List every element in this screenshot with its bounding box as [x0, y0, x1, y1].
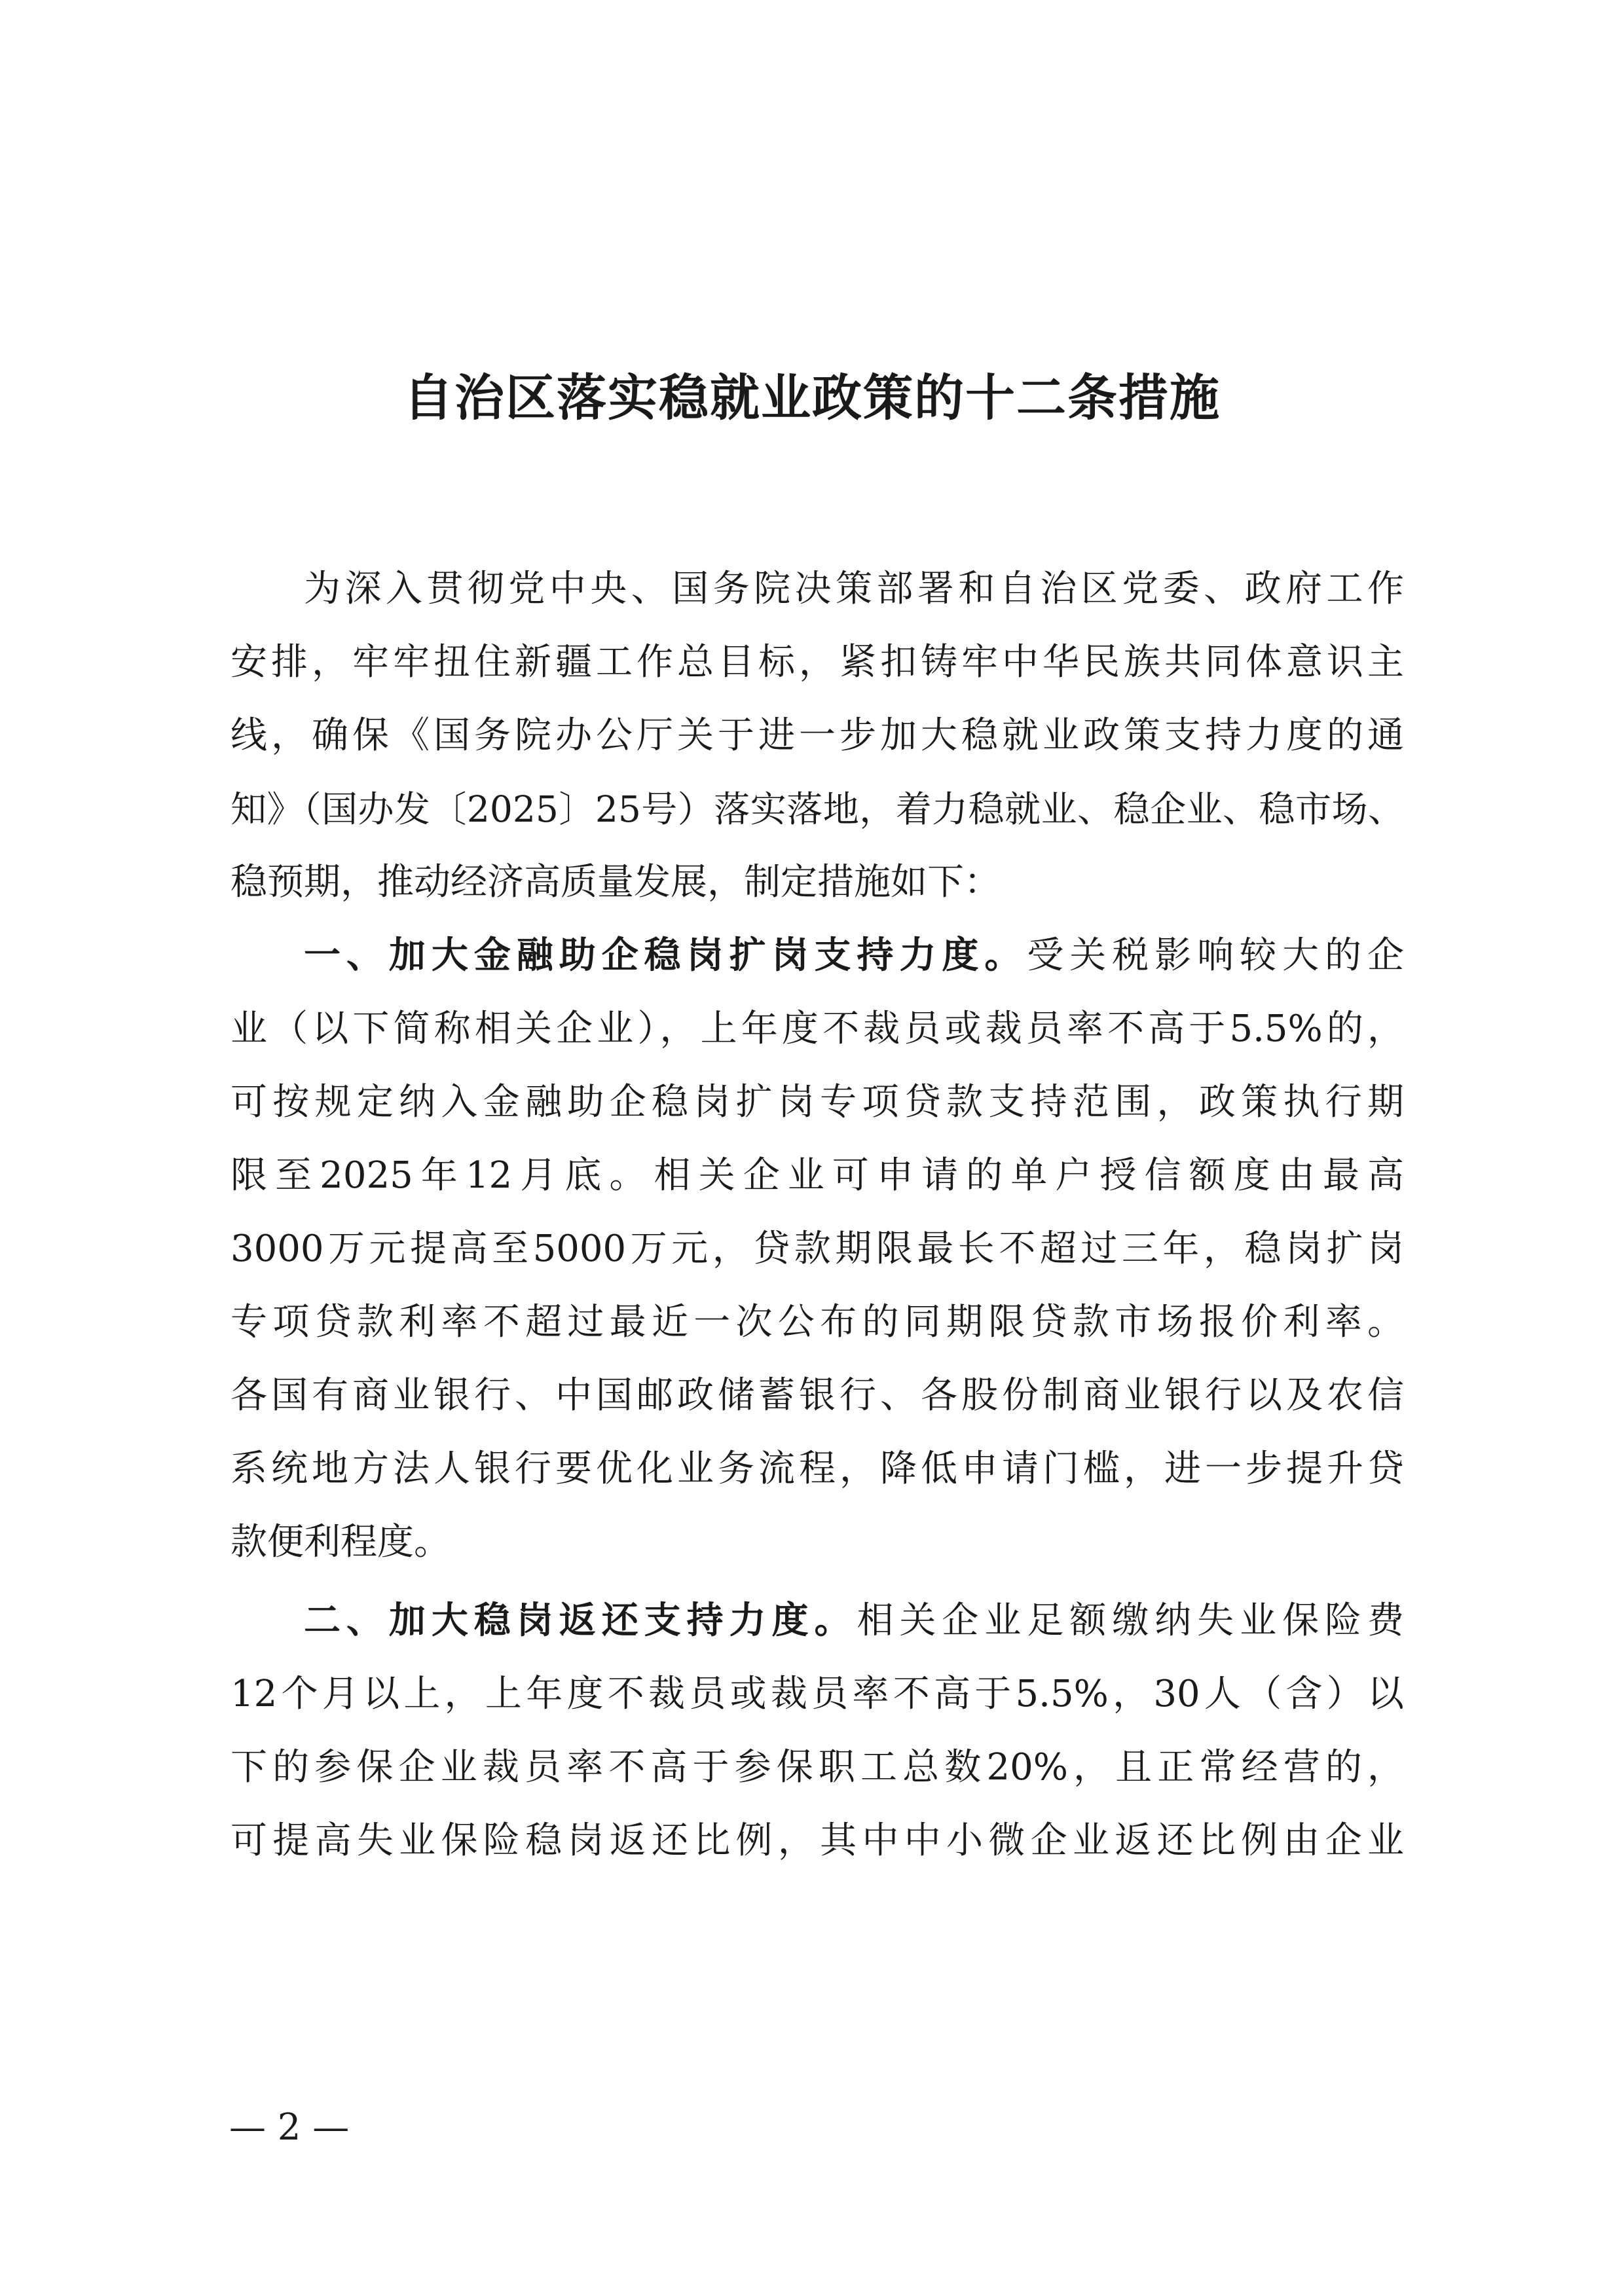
- section-1-heading: 一、加大金融助企稳岗扩岗支持力度。: [304, 934, 1027, 977]
- section-2-line-4: 可提高失业保险稳岗返还比例，其中中小微企业返还比例由企业: [231, 1819, 1404, 1862]
- section-1-line-4: 限至2025年12月底。相关企业可申请的单户授信额度由最高: [231, 1154, 1404, 1197]
- section-1-line-3: 可按规定纳入金融助企稳岗扩岗专项贷款支持范围，政策执行期: [231, 1081, 1404, 1123]
- intro-line-2: 安排，牢牢扭住新疆工作总目标，紧扣铸牢中华民族共同体意识主: [231, 641, 1404, 683]
- section-2-heading: 二、加大稳岗返还支持力度。: [304, 1599, 857, 1642]
- section-1-line-8: 系统地方法人银行要优化业务流程，降低申请门槛，进一步提升贷: [231, 1448, 1404, 1490]
- section-2-first-line: [304, 1588, 1404, 1654]
- section-1-line-2: 业（以下简称相关企业），上年度不裁员或裁员率不高于5.5%的，: [231, 1008, 1404, 1050]
- section-1-line-6: 专项贷款利率不超过最近一次公布的同期限贷款市场报价利率。: [231, 1301, 1404, 1343]
- section-1-line-9: 款便利程度。: [231, 1521, 451, 1563]
- section-2-first-line-text: 相关企业足额缴纳失业保险费: [857, 1599, 1404, 1642]
- section-1-line-7: 各国有商业银行、中国邮政储蓄银行、各股份制商业银行以及农信: [231, 1374, 1404, 1417]
- section-1-first-line: [304, 923, 1404, 989]
- intro-line-4: 知》（国办发〔2025〕25号）落实落地，着力稳就业、稳企业、稳市场、: [231, 788, 1404, 830]
- document-title: 自治区落实稳就业政策的十二条措施: [403, 369, 1221, 427]
- section-2-line-2: 12个月以上，上年度不裁员或裁员率不高于5.5%，30人（含）以: [231, 1673, 1404, 1715]
- section-1-line-5: 3000万元提高至5000万元，贷款期限最长不超过三年，稳岗扩岗: [231, 1228, 1404, 1270]
- intro-line-3: 线，确保《国务院办公厅关于进一步加大稳就业政策支持力度的通: [231, 714, 1404, 757]
- section-1-first-line-text: 受关税影响较大的企: [1027, 934, 1404, 977]
- intro-line-5: 稳预期，推动经济高质量发展，制定措施如下：: [231, 861, 1001, 903]
- intro-line-1: 为深入贯彻党中央、国务院决策部署和自治区党委、政府工作: [304, 568, 1404, 610]
- section-2-line-3: 下的参保企业裁员率不高于参保职工总数20%，且正常经营的，: [231, 1746, 1404, 1789]
- page-number: — 2 —: [229, 2106, 350, 2149]
